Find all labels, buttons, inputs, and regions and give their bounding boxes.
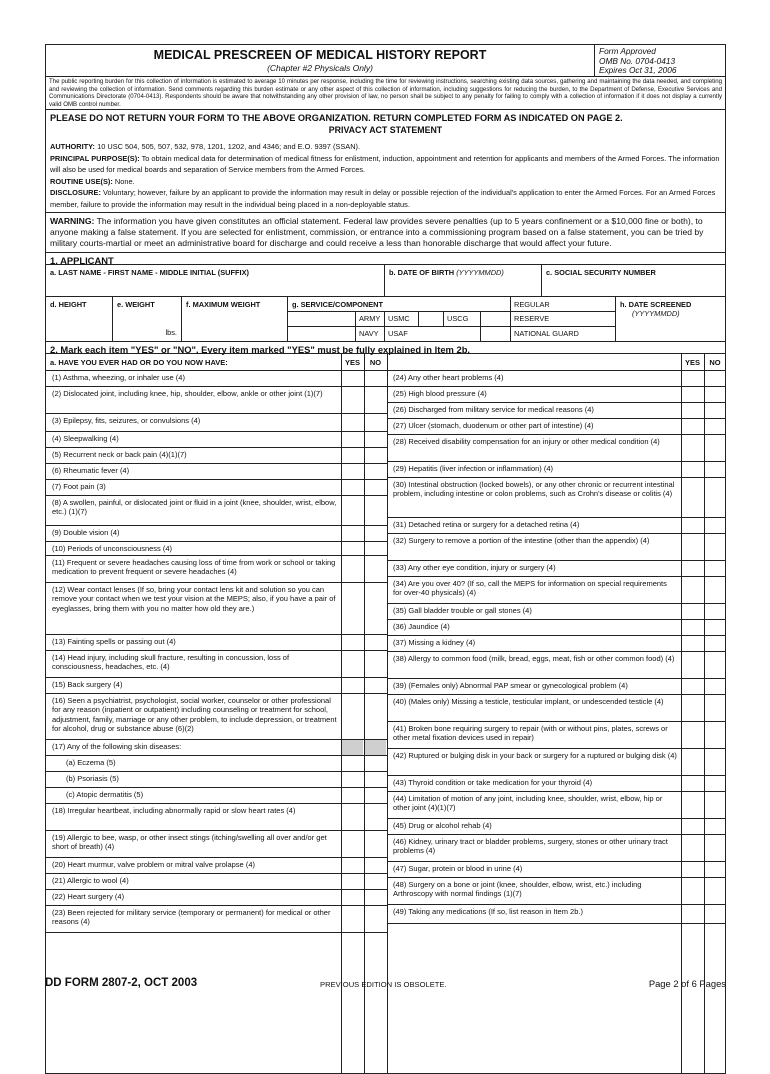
question-right-item: (46) Kidney, urinary tract or bladder problems, surgery, stones or other urinary tract problems (4)	[393, 837, 668, 856]
question-left-item: (20) Heart murmur, valve problem or mitral valve prolapse (4)	[52, 860, 255, 870]
question-right-item: (33) Any other eye condition, injury or surgery (4)	[393, 563, 556, 573]
left-no-checkbox[interactable]	[365, 874, 386, 889]
right-no-checkbox[interactable]	[705, 403, 726, 418]
question-right-item: (40) (Males only) Missing a testicle, testicular implant, or undescended testicle (4)	[393, 697, 664, 707]
date-screened-field[interactable]	[616, 297, 725, 341]
question-left-item: (7) Foot pain (3)	[52, 482, 106, 492]
right-yes-checkbox[interactable]	[682, 862, 703, 877]
left-no-checkbox[interactable]	[365, 526, 386, 541]
left-yes-checkbox[interactable]	[342, 526, 363, 541]
left-no-checkbox[interactable]	[365, 414, 386, 431]
screened-format: (YYYYMMDD)	[632, 309, 680, 319]
right-yes-checkbox[interactable]	[682, 792, 703, 818]
disclosure-text: Voluntary; however, failure by an applicant to provide the information may result in delay or possible rejection of the individual's application to enter the Armed Forces. For an Armed Forces member, failure to provide the information may result in the individual being placed in a non-deployable status.	[50, 188, 716, 209]
right-no-checkbox[interactable]	[705, 636, 726, 651]
weight-field[interactable]	[113, 297, 182, 341]
warning-block	[45, 213, 726, 253]
question-left-item: (21) Allergic to wool (4)	[52, 876, 129, 886]
form-footer	[45, 977, 726, 993]
left-no-checkbox[interactable]	[365, 448, 386, 463]
guard-label: NATIONAL GUARD	[514, 329, 579, 339]
right-no-checkbox[interactable]	[705, 604, 726, 619]
right-no-checkbox[interactable]	[705, 534, 726, 560]
left-yes-checkbox[interactable]	[342, 371, 363, 386]
question-left-item: (2) Dislocated joint, including knee, hip, shoulder, elbow, ankle or other joint (1)(7)	[52, 389, 323, 399]
usaf-label: USAF	[388, 329, 408, 339]
right-yes-checkbox[interactable]	[682, 561, 703, 576]
right-yes-checkbox[interactable]	[682, 679, 703, 694]
right-yes-checkbox[interactable]	[682, 604, 703, 619]
right-yes-checkbox[interactable]	[682, 419, 703, 434]
question-right-item: (24) Any other heart problems (4)	[393, 373, 504, 383]
page-number: Page 2 of 6 Pages	[648, 978, 726, 989]
max-weight-label: f. MAXIMUM WEIGHT	[186, 300, 261, 310]
no-header-right: NO	[709, 358, 721, 368]
left-yes-checkbox[interactable]	[342, 480, 363, 495]
question-right-item: (42) Ruptured or bulging disk in your back or surgery for a ruptured or bulging disk (4)	[393, 751, 677, 761]
right-no-checkbox[interactable]	[705, 620, 726, 635]
no-header-left: NO	[369, 358, 382, 368]
left-yes-checkbox[interactable]	[342, 874, 363, 889]
left-yes-checkbox[interactable]	[342, 858, 363, 873]
left-yes-checkbox[interactable]	[342, 635, 363, 650]
routine-text: None.	[114, 176, 135, 186]
form-approved: Form Approved	[599, 46, 656, 56]
right-no-checkbox[interactable]	[705, 878, 726, 904]
reserve-label: RESERVE	[514, 314, 550, 324]
applicant-row-2	[45, 297, 726, 342]
routine-label: ROUTINE USE(S):	[50, 176, 113, 186]
question-right-item: (45) Drug or alcohol rehab (4)	[393, 821, 492, 831]
left-yes-checkbox[interactable]	[342, 496, 363, 525]
question-right-item: (32) Surgery to remove a portion of the intestine (other than the appendix) (4)	[393, 536, 650, 546]
left-no-checkbox[interactable]	[365, 651, 386, 677]
question-right-item: (30) Intestinal obstruction (locked bowels), or any other chronic or recurrent intestinal problem, including intestine or colon problems, such as Crohn's disease or colitis (4)	[393, 480, 675, 499]
left-yes-checkbox	[342, 740, 363, 755]
question-left-item: (5) Recurrent neck or back pain (4)(1)(7)	[52, 450, 187, 460]
question-left-item: (10) Periods of unconsciousness (4)	[52, 544, 173, 554]
right-no-checkbox[interactable]	[705, 478, 726, 517]
left-yes-checkbox[interactable]	[342, 788, 363, 803]
omb-number: OMB No. 0704-0413	[599, 55, 676, 66]
question-right-item: (44) Limitation of motion of any joint, including knee, shoulder, wrist, elbow, hip or other joint (4)(1)(7)	[393, 794, 663, 813]
right-no-checkbox[interactable]	[705, 387, 726, 402]
usmc-label: USMC	[388, 314, 410, 324]
right-yes-checkbox[interactable]	[682, 835, 703, 861]
question-left-item: (19) Allergic to bee, wasp, or other insect stings (itching/swelling all over and/or get short of breath) (4)	[52, 833, 327, 852]
left-no-checkbox[interactable]	[365, 756, 386, 771]
left-yes-checkbox[interactable]	[342, 464, 363, 479]
height-label: d. HEIGHT	[50, 300, 87, 310]
question-right-item: (38) Allergy to common food (milk, bread, eggs, meat, fish or other common food) (4)	[393, 654, 675, 664]
left-yes-checkbox[interactable]	[342, 556, 363, 582]
right-yes-checkbox[interactable]	[682, 722, 703, 748]
right-yes-checkbox[interactable]	[682, 620, 703, 635]
right-no-checkbox[interactable]	[705, 695, 726, 721]
right-yes-checkbox[interactable]	[682, 695, 703, 721]
form-title: MEDICAL PRESCREEN OF MEDICAL HISTORY REPORT	[153, 48, 487, 62]
question-left-item: (b) Psoriasis (5)	[66, 774, 119, 784]
question-right-item: (28) Received disability compensation for an injury or other medical condition (4)	[393, 437, 660, 447]
question-left-item: (11) Frequent or severe headaches causing loss of time from work or school or taking medication to prevent frequent or severe headaches (4)	[52, 558, 336, 577]
question-left-item: (c) Atopic dermatitis (5)	[66, 790, 144, 800]
warning-text: The information you have given constitutes an official statement. Federal law provides severe penalties (up to 5 years confinement or a $10,000 fine or both), to anyone making a false statement. If you are selected for enlistment, commission, or entrance into a commissioning program based on a false statement, you can be tried by military courts-martial or meet an administrative board for discharge and could receive a less than honorable discharge that would affect your future.	[50, 216, 704, 248]
right-yes-checkbox[interactable]	[682, 403, 703, 418]
question-right-item: (27) Ulcer (stomach, duodenum or other part of intestine) (4)	[393, 421, 594, 431]
left-no-checkbox[interactable]	[365, 831, 386, 857]
army-label: ARMY	[359, 314, 381, 324]
question-right-item: (48) Surgery on a bone or joint (knee, shoulder, elbow, wrist, etc.) including Arthroscopy with normal findings (1)(7)	[393, 880, 642, 899]
omb-box	[594, 45, 725, 76]
right-yes-checkbox[interactable]	[682, 371, 703, 386]
question-left-item: (6) Rheumatic fever (4)	[52, 466, 130, 476]
left-no-checkbox[interactable]	[365, 387, 386, 413]
right-no-checkbox[interactable]	[705, 679, 726, 694]
left-no-checkbox[interactable]	[365, 788, 386, 803]
question-left-item: (4) Sleepwalking (4)	[52, 434, 119, 444]
left-yes-checkbox[interactable]	[342, 583, 363, 634]
purpose-text: To obtain medical data for determination of medical fitness for enlistment, induction, appointment and retention for applicants and members of the Armed Forces. The information will also be used for medical boards and separation of Service members from the Armed Forces.	[50, 153, 720, 175]
right-yes-checkbox[interactable]	[682, 652, 703, 678]
question-right-item: (39) (Females only) Abnormal PAP smear or gynecological problem (4)	[393, 681, 628, 691]
applicant-section-title: 1. APPLICANT	[45, 253, 726, 265]
question-right-item: (25) High blood pressure (4)	[393, 389, 487, 399]
left-yes-checkbox[interactable]	[342, 542, 363, 555]
right-no-checkbox[interactable]	[705, 371, 726, 386]
question-left-item: (16) Seen a psychiatrist, psychologist, social worker, counselor or other professional for any reason (inpatient or outpatient) including counseling or treatment for school, adjustment, family, marriage or any other problem, to include depression, or treatment for alcohol, drug or substance abuse (6)(2)	[52, 696, 337, 734]
privacy-statement	[45, 139, 726, 213]
right-no-checkbox[interactable]	[705, 776, 726, 791]
name-field[interactable]	[46, 265, 385, 296]
authority-label: AUTHORITY:	[50, 142, 96, 152]
right-yes-checkbox[interactable]	[682, 878, 703, 904]
left-no-checkbox[interactable]	[365, 694, 386, 739]
omb-expires: Expires Oct 31, 2006	[599, 65, 677, 76]
left-yes-checkbox[interactable]	[342, 772, 363, 787]
question-right-item: (43) Thyroid condition or take medication for your thyroid (4)	[393, 778, 593, 788]
right-no-checkbox[interactable]	[705, 905, 726, 923]
right-yes-checkbox[interactable]	[682, 819, 703, 834]
left-no-checkbox[interactable]	[365, 371, 386, 386]
left-yes-checkbox[interactable]	[342, 448, 363, 463]
service-component	[288, 297, 616, 341]
left-yes-checkbox[interactable]	[342, 414, 363, 431]
service-checkboxes-left[interactable]	[288, 311, 330, 341]
question-left-item: (3) Epilepsy, fits, seizures, or convulsions (4)	[52, 416, 201, 426]
question-left-item: (12) Wear contact lenses (If so, bring your contact lens kit and solution so you can remove your contact when we test your vision at the MEPS; also, if you have a pair of eyeglasses, bring them with you no matter how old they are.)	[52, 585, 336, 613]
right-no-checkbox[interactable]	[705, 819, 726, 834]
left-yes-checkbox[interactable]	[342, 678, 363, 693]
right-yes-checkbox[interactable]	[682, 435, 703, 461]
dob-field[interactable]	[385, 265, 542, 296]
left-no-checkbox[interactable]	[365, 464, 386, 479]
form-subtitle: (Chapter #2 Physicals Only)	[267, 63, 373, 73]
name-label: a. LAST NAME - FIRST NAME - MIDDLE INITIAL (SUFFIX)	[50, 268, 249, 278]
regular-label: REGULAR	[514, 300, 550, 310]
right-yes-checkbox[interactable]	[682, 387, 703, 402]
left-no-checkbox[interactable]	[365, 635, 386, 650]
question-right-item: (35) Gall bladder trouble or gall stones (4)	[393, 606, 532, 616]
left-no-checkbox[interactable]	[365, 678, 386, 693]
question-right-item: (31) Detached retina or surgery for a detached retina (4)	[393, 520, 580, 530]
right-no-checkbox[interactable]	[705, 749, 726, 775]
left-no-checkbox[interactable]	[365, 432, 386, 447]
left-yes-checkbox[interactable]	[342, 804, 363, 830]
right-no-checkbox[interactable]	[705, 862, 726, 877]
question-right-item: (36) Jaundice (4)	[393, 622, 450, 632]
authority-text: 10 USC 504, 505, 507, 532, 978, 1201, 1202, and 4346; and E.O. 9397 (SSAN).	[97, 142, 361, 152]
left-no-checkbox[interactable]	[365, 496, 386, 525]
ssn-label: c. SOCIAL SECURITY NUMBER	[546, 268, 656, 278]
warning-label: WARNING:	[50, 216, 95, 227]
right-yes-checkbox[interactable]	[682, 776, 703, 791]
left-no-checkbox[interactable]	[365, 583, 386, 634]
question-left-item: (a) Eczema (5)	[66, 758, 116, 768]
burden-statement: The public reporting burden for this collection of information is estimated to average 10 minutes per response, including the time for reviewing instructions, searching existing data sources, gathering and maintaining the data needed, and completing and reviewing the collection of information. Send comments regarding this burden estimate or any other aspect of this collection of information, including suggestions for reducing the burden, to the Department of Defense, Executive Services and Communications Directorate (0704-0413). Respondents should be aware that notwithstanding any other provision of law, no person shall be subject to any penalty for failing to comply with a collection of information if it does not display a currently valid OMB control number.	[45, 76, 726, 110]
right-no-checkbox[interactable]	[705, 435, 726, 461]
height-field[interactable]	[46, 297, 113, 341]
dob-label: b. DATE OF BIRTH	[389, 268, 455, 278]
right-no-checkbox[interactable]	[705, 652, 726, 678]
right-no-checkbox[interactable]	[705, 577, 726, 603]
right-no-checkbox[interactable]	[705, 792, 726, 818]
max-weight-field[interactable]	[182, 297, 288, 341]
left-no-checkbox[interactable]	[365, 890, 386, 905]
question-right-item: (41) Broken bone requiring surgery to repair (with or without pins, plates, screws or other metal fixation devices used in repair)	[393, 724, 668, 743]
yes-header-left: YES	[344, 358, 360, 368]
left-yes-checkbox[interactable]	[342, 387, 363, 413]
question-left-item: (18) Irregular heartbeat, including abnormally rapid or slow heart rates (4)	[52, 806, 296, 816]
yes-header-right: YES	[684, 358, 700, 368]
question-right-item: (37) Missing a kidney (4)	[393, 638, 476, 648]
left-yes-checkbox[interactable]	[342, 831, 363, 857]
ssn-field[interactable]	[542, 265, 725, 296]
left-yes-checkbox[interactable]	[342, 694, 363, 739]
right-no-checkbox[interactable]	[705, 419, 726, 434]
right-yes-checkbox[interactable]	[682, 636, 703, 651]
question-left-item: (9) Double vision (4)	[52, 528, 120, 538]
left-no-checkbox[interactable]	[365, 480, 386, 495]
right-no-checkbox[interactable]	[705, 722, 726, 748]
left-no-checkbox	[365, 740, 386, 755]
section2-questions	[45, 354, 726, 1074]
left-yes-checkbox[interactable]	[342, 906, 363, 932]
right-no-checkbox[interactable]	[705, 835, 726, 861]
left-no-checkbox[interactable]	[365, 858, 386, 873]
form-header	[45, 44, 726, 76]
right-yes-checkbox[interactable]	[682, 905, 703, 923]
weight-unit: lbs.	[165, 328, 177, 338]
question-right-item: (49) Taking any medications (If so, list reason in Item 2b.)	[393, 907, 583, 917]
form-number: DD FORM 2807-2, OCT 2003	[45, 977, 198, 989]
left-no-checkbox[interactable]	[365, 804, 386, 830]
left-yes-checkbox[interactable]	[342, 890, 363, 905]
privacy-title: PRIVACY ACT STATEMENT	[45, 123, 726, 139]
right-yes-checkbox[interactable]	[682, 478, 703, 517]
right-yes-checkbox[interactable]	[682, 534, 703, 560]
question-left-item: (8) A swollen, painful, or dislocated joint or fluid in a joint (knee, shoulder, wrist, elbow, etc.) (1)(7)	[52, 498, 337, 517]
question-right-item: (34) Are you over 40? (If so, call the MEPS for information on special requirements for over-40 physicals) (4)	[393, 579, 667, 598]
return-notice: PLEASE DO NOT RETURN YOUR FORM TO THE ABOVE ORGANIZATION. RETURN COMPLETED FORM AS INDICATED ON PAGE 2.	[45, 110, 726, 123]
disclosure-label: DISCLOSURE:	[50, 188, 101, 198]
left-no-checkbox[interactable]	[365, 542, 386, 555]
question-left-item: (15) Back surgery (4)	[52, 680, 123, 690]
right-yes-checkbox[interactable]	[682, 518, 703, 533]
purpose-label: PRINCIPAL PURPOSE(S):	[50, 153, 140, 163]
right-no-checkbox[interactable]	[705, 462, 726, 477]
question-left-item: (22) Heart surgery (4)	[52, 892, 125, 902]
service-label: g. SERVICE/COMPONENT	[292, 300, 384, 310]
question-right-item: (47) Sugar, protein or blood in urine (4)	[393, 864, 523, 874]
left-yes-checkbox[interactable]	[342, 756, 363, 771]
left-no-checkbox[interactable]	[365, 772, 386, 787]
dob-format: (YYYYMMDD)	[456, 268, 504, 278]
right-yes-checkbox[interactable]	[682, 749, 703, 775]
uscg-label: USCG	[447, 314, 469, 324]
left-no-checkbox[interactable]	[365, 556, 386, 582]
question-left-item: (14) Head injury, including skull fracture, resulting in concussion, loss of consciousness, headaches, etc. (4)	[52, 653, 290, 672]
left-yes-checkbox[interactable]	[342, 651, 363, 677]
question-left-item: (23) Been rejected for military service (temporary or permanent) for medical or other reasons (4)	[52, 908, 331, 927]
question-left-item: (13) Fainting spells or passing out (4)	[52, 637, 176, 647]
applicant-row-1	[45, 265, 726, 297]
right-yes-checkbox[interactable]	[682, 577, 703, 603]
screened-label: h. DATE SCREENED	[620, 300, 692, 310]
question-right-item: (26) Discharged from military service for medical reasons (4)	[393, 405, 594, 415]
right-no-checkbox[interactable]	[705, 518, 726, 533]
question-left-item: (1) Asthma, wheezing, or inhaler use (4)	[52, 373, 185, 383]
question-right-item: (29) Hepatitis (liver infection or inflammation) (4)	[393, 464, 554, 474]
weight-label: e. WEIGHT	[117, 300, 155, 310]
right-yes-checkbox[interactable]	[682, 462, 703, 477]
right-no-checkbox[interactable]	[705, 561, 726, 576]
left-yes-checkbox[interactable]	[342, 432, 363, 447]
navy-label: NAVY	[359, 329, 379, 339]
question-left-item: (17) Any of the following skin diseases:	[52, 742, 182, 752]
section2-question: a. HAVE YOU EVER HAD OR DO YOU NOW HAVE:	[50, 358, 228, 368]
left-no-checkbox[interactable]	[365, 906, 386, 932]
section2-title: 2. Mark each item "YES" or "NO". Every item marked "YES" must be fully explained in Item 2b.	[45, 342, 726, 354]
obsolete-note: PREVIOUS EDITION IS OBSOLETE.	[320, 980, 447, 989]
